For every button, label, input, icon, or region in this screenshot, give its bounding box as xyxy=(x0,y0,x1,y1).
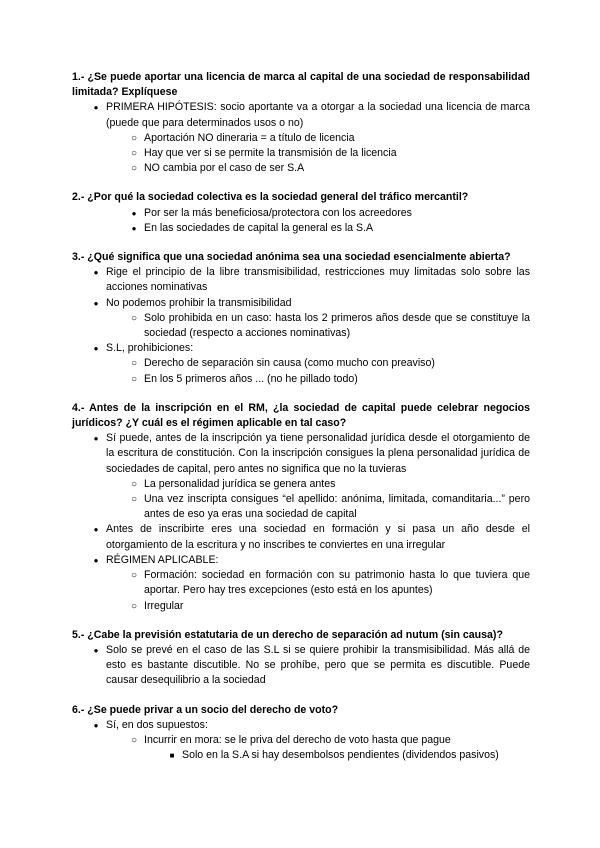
bullet-circle-icon xyxy=(128,599,140,614)
list-item-text: Rige el principio de la libre transmisibilidad, restricciones muy limitadas solo sobre las acciones nominativas xyxy=(106,266,530,294)
list-item xyxy=(144,146,530,161)
question-1: 1.- ¿Se puede aportar una licencia de marca al capital de una sociedad de responsabilidad limitada? Explíquese xyxy=(72,71,530,99)
list-item xyxy=(106,341,530,356)
bullet-disc-icon xyxy=(90,431,102,446)
bullet-disc-icon xyxy=(90,100,102,115)
section-6 xyxy=(72,703,530,764)
list-item-text: En las sociedades de capital la general es la S.A xyxy=(144,221,374,234)
list-item xyxy=(144,356,530,371)
list-item-text: No podemos prohibir la transmisibilidad xyxy=(106,296,292,309)
list-item xyxy=(144,206,530,221)
section-2 xyxy=(72,190,530,236)
bullet-circle-icon xyxy=(128,146,140,161)
bullet-disc-icon xyxy=(90,522,102,537)
list-item-text: Aportación NO dineraria = a título de licencia xyxy=(144,131,355,144)
question-6: 6.- ¿Se puede privar a un socio del derecho de voto? xyxy=(72,703,339,716)
list-item xyxy=(144,477,530,492)
bullet-disc-icon xyxy=(90,341,102,356)
list-item xyxy=(144,161,530,176)
list-item xyxy=(106,431,530,477)
bullet-circle-icon xyxy=(128,477,140,492)
list-item-text: Una vez inscripta consigues “el apellido: anónima, limitada, comanditaria...” pero antes de eso ya eras una sociedad de capital xyxy=(144,493,530,521)
list-item-text: Solo prohibida en un caso: hasta los 2 primeros años desde que se constituye la sociedad (respecto a acciones nominativas) xyxy=(144,311,530,340)
bullet-circle-icon xyxy=(128,356,140,371)
list-item xyxy=(144,311,530,341)
bullet-circle-icon xyxy=(128,311,140,326)
bullet-circle-icon xyxy=(128,568,140,583)
list-item-text: S.L, prohibiciones: xyxy=(106,342,194,355)
section-4 xyxy=(72,401,530,614)
list-item-text: La personalidad jurídica se genera antes xyxy=(144,477,336,490)
list-item xyxy=(106,100,530,130)
section-5 xyxy=(72,628,530,689)
list-item xyxy=(144,131,530,146)
list-item xyxy=(144,568,530,598)
section-3 xyxy=(72,250,530,387)
bullet-disc-icon xyxy=(90,265,102,280)
question-3: 3.- ¿Qué significa que una sociedad anónima sea una sociedad esencialmente abierta? xyxy=(72,251,511,264)
list-item xyxy=(144,599,530,614)
list-item xyxy=(144,492,530,522)
section-1 xyxy=(72,70,530,176)
list-item-text: Irregular xyxy=(144,599,184,612)
bullet-disc-icon xyxy=(128,221,140,236)
list-item xyxy=(144,221,530,236)
list-item-text: Hay que ver si se permite la transmisión de la licencia xyxy=(144,147,397,160)
bullet-circle-icon xyxy=(128,372,140,387)
question-4: 4.- Antes de la inscripción en el RM, ¿la sociedad de capital puede celebrar negocios jurídicos? ¿Y cuál es el régimen aplicable en tal caso? xyxy=(72,401,530,430)
bullet-circle-icon xyxy=(128,131,140,146)
list-item-text: Antes de inscribirte eres una sociedad en formación y si pasa un año desde el otorgamiento de la escritura y no inscribes te conviertes en una irregular xyxy=(106,523,530,551)
bullet-circle-icon xyxy=(128,492,140,507)
list-item xyxy=(106,643,530,689)
list-item-text: Formación: sociedad en formación con su patrimonio hasta lo que tuviera que aportar. Pero hay tres excepciones (esto está en los apuntes) xyxy=(144,569,530,597)
list-item xyxy=(106,296,530,311)
list-item xyxy=(106,522,530,552)
list-item-text: Sí, en dos supuestos: xyxy=(106,718,208,731)
bullet-disc-icon xyxy=(90,296,102,311)
list-item xyxy=(182,748,530,763)
bullet-disc-icon xyxy=(90,553,102,568)
list-item-text: Solo en la S.A si hay desembolsos pendientes (dividendos pasivos) xyxy=(182,749,499,762)
question-2: 2.- ¿Por qué la sociedad colectiva es la sociedad general del tráfico mercantil? xyxy=(72,191,469,204)
bullet-disc-icon xyxy=(90,718,102,733)
list-item xyxy=(144,372,530,387)
list-item xyxy=(106,265,530,295)
bullet-square-icon xyxy=(166,748,178,763)
bullet-disc-icon xyxy=(90,643,102,658)
list-item xyxy=(106,718,530,733)
list-item-text: PRIMERA HIPÓTESIS: socio aportante va a otorgar a la sociedad una licencia de marca (puede que para determinados usos o no) xyxy=(106,101,530,129)
list-item-text: Por ser la más beneficiosa/protectora con los acreedores xyxy=(144,206,412,219)
list-item-text: Incurrir en mora: se le priva del derecho de voto hasta que pague xyxy=(144,733,451,746)
list-item xyxy=(106,553,530,568)
list-item-text: Derecho de separación sin causa (como mucho con preaviso) xyxy=(144,357,435,370)
list-item-text: En los 5 primeros años ... (no he pillado todo) xyxy=(144,372,358,385)
bullet-circle-icon xyxy=(128,733,140,748)
list-item-text: Sí puede, antes de la inscripción ya tiene personalidad jurídica desde el otorgamiento de la escritura de constitución. Con la inscripción consigues la plena personalidad jurídica de sociedades de capital, pero antes no significa que no la tuvieras xyxy=(106,432,530,475)
list-item-text: NO cambia por el caso de ser S.A xyxy=(144,162,305,175)
list-item-text: Solo se prevé en el caso de las S.L si se quiere prohibir la transmisibilidad. Más allá de esto es bastante discutible. No se prohíbe, pero que se permita es discutible. Puede causar desequilibrio a la sociedad xyxy=(106,643,530,687)
list-item xyxy=(144,733,530,748)
bullet-disc-icon xyxy=(128,206,140,221)
bullet-circle-icon xyxy=(128,161,140,176)
list-item-text: RÉGIMEN APLICABLE: xyxy=(106,553,219,566)
question-5: 5.- ¿Cabe la previsión estatutaria de un derecho de separación ad nutum (sin causa)? xyxy=(72,628,503,641)
